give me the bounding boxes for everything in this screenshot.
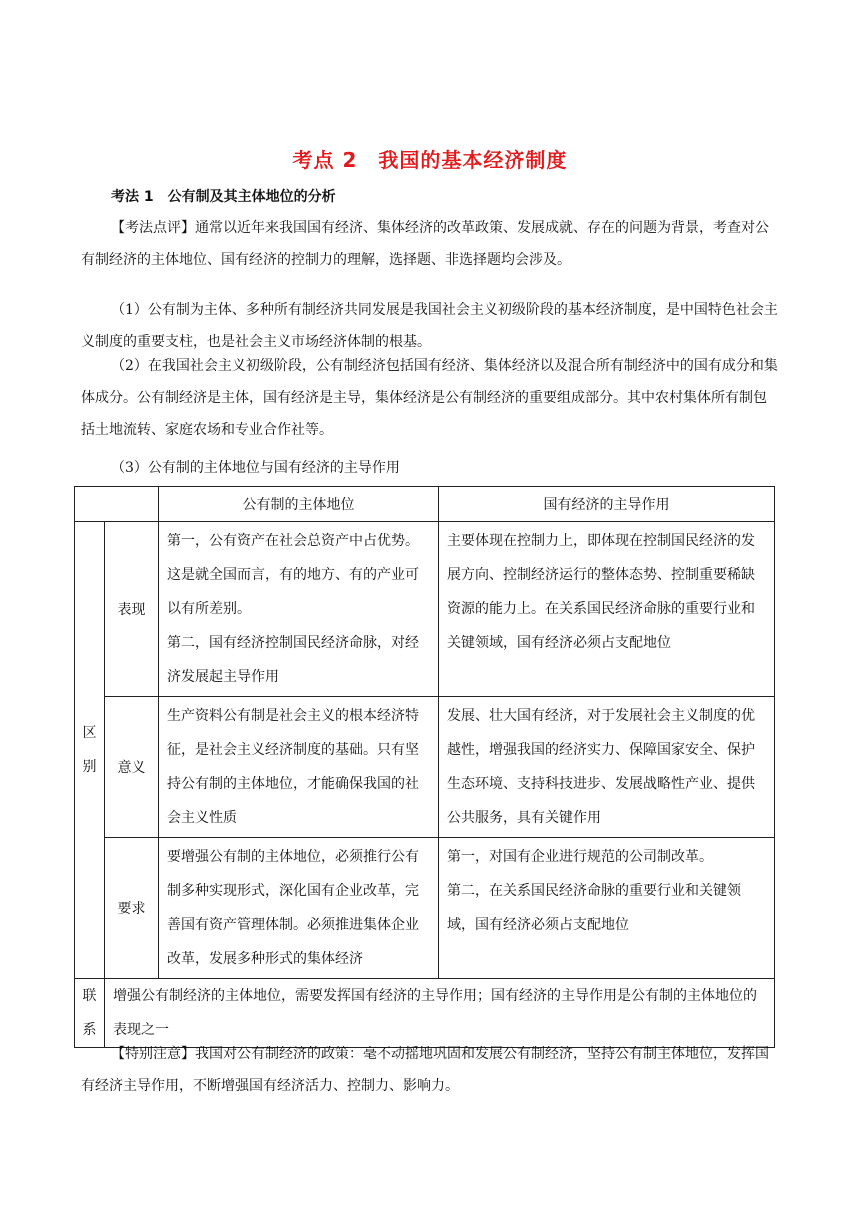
header-state-economy: 国有经济的主导作用: [439, 487, 775, 522]
table-row: [75, 522, 775, 697]
table-cell-public: 第一，公有资产在社会总资产中占优势。这是就全国而言，有的地方、有的产业可以有所差别。 第二，国有经济控制国民经济命脉，对经济发展起主导作用: [159, 522, 439, 697]
row-label: 意义: [105, 697, 159, 838]
group-label-link: 联 系: [75, 979, 105, 1048]
comparison-table: [74, 486, 775, 1048]
special-note-paragraph: 【特别注意】我国对公有制经济的政策：毫不动摇地巩固和发展公有制经济，坚持公有制主体地位，发挥国有经济主导作用，不断增强国有经济活力、控制力、影响力。: [81, 1046, 769, 1094]
row-label: 要求: [105, 838, 159, 979]
table-cell-state: 第一，对国有企业进行规范的公司制改革。 第二，在关系国民经济命脉的重要行业和关键领域，国有经济必须占支配地位: [439, 838, 775, 979]
paragraph-3-table-caption: （3）公有制的主体地位与国有经济的主导作用: [111, 460, 400, 476]
table-cell-state: 发展、壮大国有经济，对于发展社会主义制度的优越性，增强我国的经济实力、保障国家安全、保护生态环境、支持科技进步、发展战略性产业、提供公共服务，具有关键作用: [439, 697, 775, 838]
page-title: 考点 2 我国的基本经济制度: [292, 148, 568, 172]
table-cell-public: 生产资料公有制是社会主义的根本经济特征，是社会主义经济制度的基础。只有坚持公有制的主体地位，才能确保我国的社会主义性质: [159, 697, 439, 838]
review-paragraph: 【考法点评】通常以近年来我国国有经济、集体经济的改革政策、发展成就、存在的问题为背景，考查对公有制经济的主体地位、国有经济的控制力的理解，选择题、非选择题均会涉及。: [81, 220, 769, 268]
paragraph-2: （2）在我国社会主义初级阶段，公有制经济包括国有经济、集体经济以及混合所有制经济中的国有成分和集体成分。公有制经济是主体，国有经济是主导，集体经济是公有制经济的重要组成部分。其中农村集体所有制包括土地流转、家庭农场和专业合作社等。: [81, 358, 778, 438]
row-label: 表现: [105, 522, 159, 697]
table-cell-public: 要增强公有制的主体地位，必须推行公有制多种实现形式，深化国有企业改革，完善国有资产管理体制。必须推进集体企业改革，发展多种形式的集体经济: [159, 838, 439, 979]
group-label-difference: 区 别: [75, 522, 105, 979]
header-public-ownership: 公有制的主体地位: [159, 487, 439, 522]
table-header-row: [75, 487, 775, 522]
header-empty-cell: [75, 487, 159, 522]
paragraph-1: （1）公有制为主体、多种所有制经济共同发展是我国社会主义初级阶段的基本经济制度，是中国特色社会主义制度的重要支柱，也是社会主义市场经济体制的根基。: [81, 302, 778, 350]
table-row: [75, 697, 775, 838]
table-row: [75, 838, 775, 979]
table-cell-state: 主要体现在控制力上，即体现在控制国民经济的发展方向、控制经济运行的整体态势、控制重要稀缺资源的能力上。在关系国民经济命脉的重要行业和关键领域，国有经济必须占支配地位: [439, 522, 775, 697]
section-subtitle: 考法 1 公有制及其主体地位的分析: [111, 189, 336, 205]
link-text-cell: 增强公有制经济的主体地位，需要发挥国有经济的主导作用；国有经济的主导作用是公有制的主体地位的表现之一: [105, 979, 775, 1048]
